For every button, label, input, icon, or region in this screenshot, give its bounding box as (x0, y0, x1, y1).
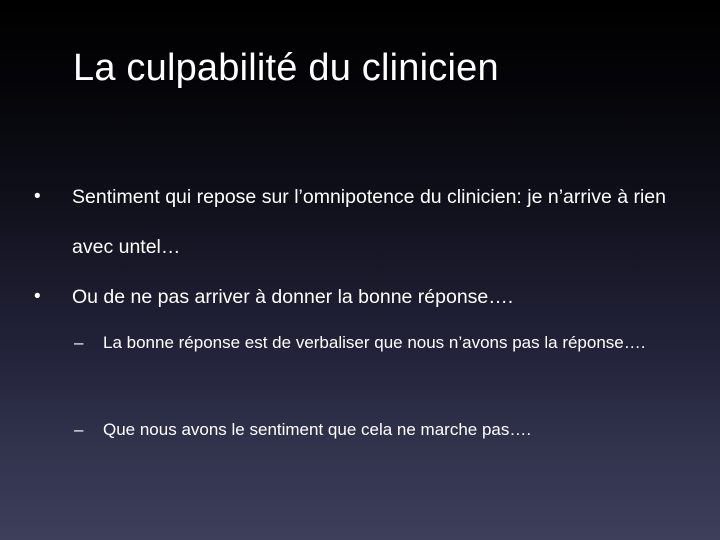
bullet-marker: • (34, 286, 41, 307)
bullet-item (34, 280, 694, 322)
sub-bullet-text: La bonne réponse est de verbaliser que nous n’avons pas la réponse…. (103, 333, 646, 352)
sub-bullet-item (74, 413, 684, 452)
bullet-marker: • (34, 186, 41, 207)
sub-bullet-text: Que nous avons le sentiment que cela ne marche pas…. (103, 420, 532, 439)
sub-bullet-marker: – (74, 333, 84, 352)
sub-bullet-item (74, 326, 684, 365)
bullet-text: Ou de ne pas arriver à donner la bonne réponse…. (72, 286, 514, 308)
bullet-text: Sentiment qui repose sur l’omnipotence du clinicien: je n’arrive à rien avec untel… (72, 186, 666, 258)
sub-bullet-marker: – (74, 420, 84, 439)
slide-title: La culpabilité du clinicien (73, 47, 499, 89)
bullet-item (34, 180, 694, 272)
